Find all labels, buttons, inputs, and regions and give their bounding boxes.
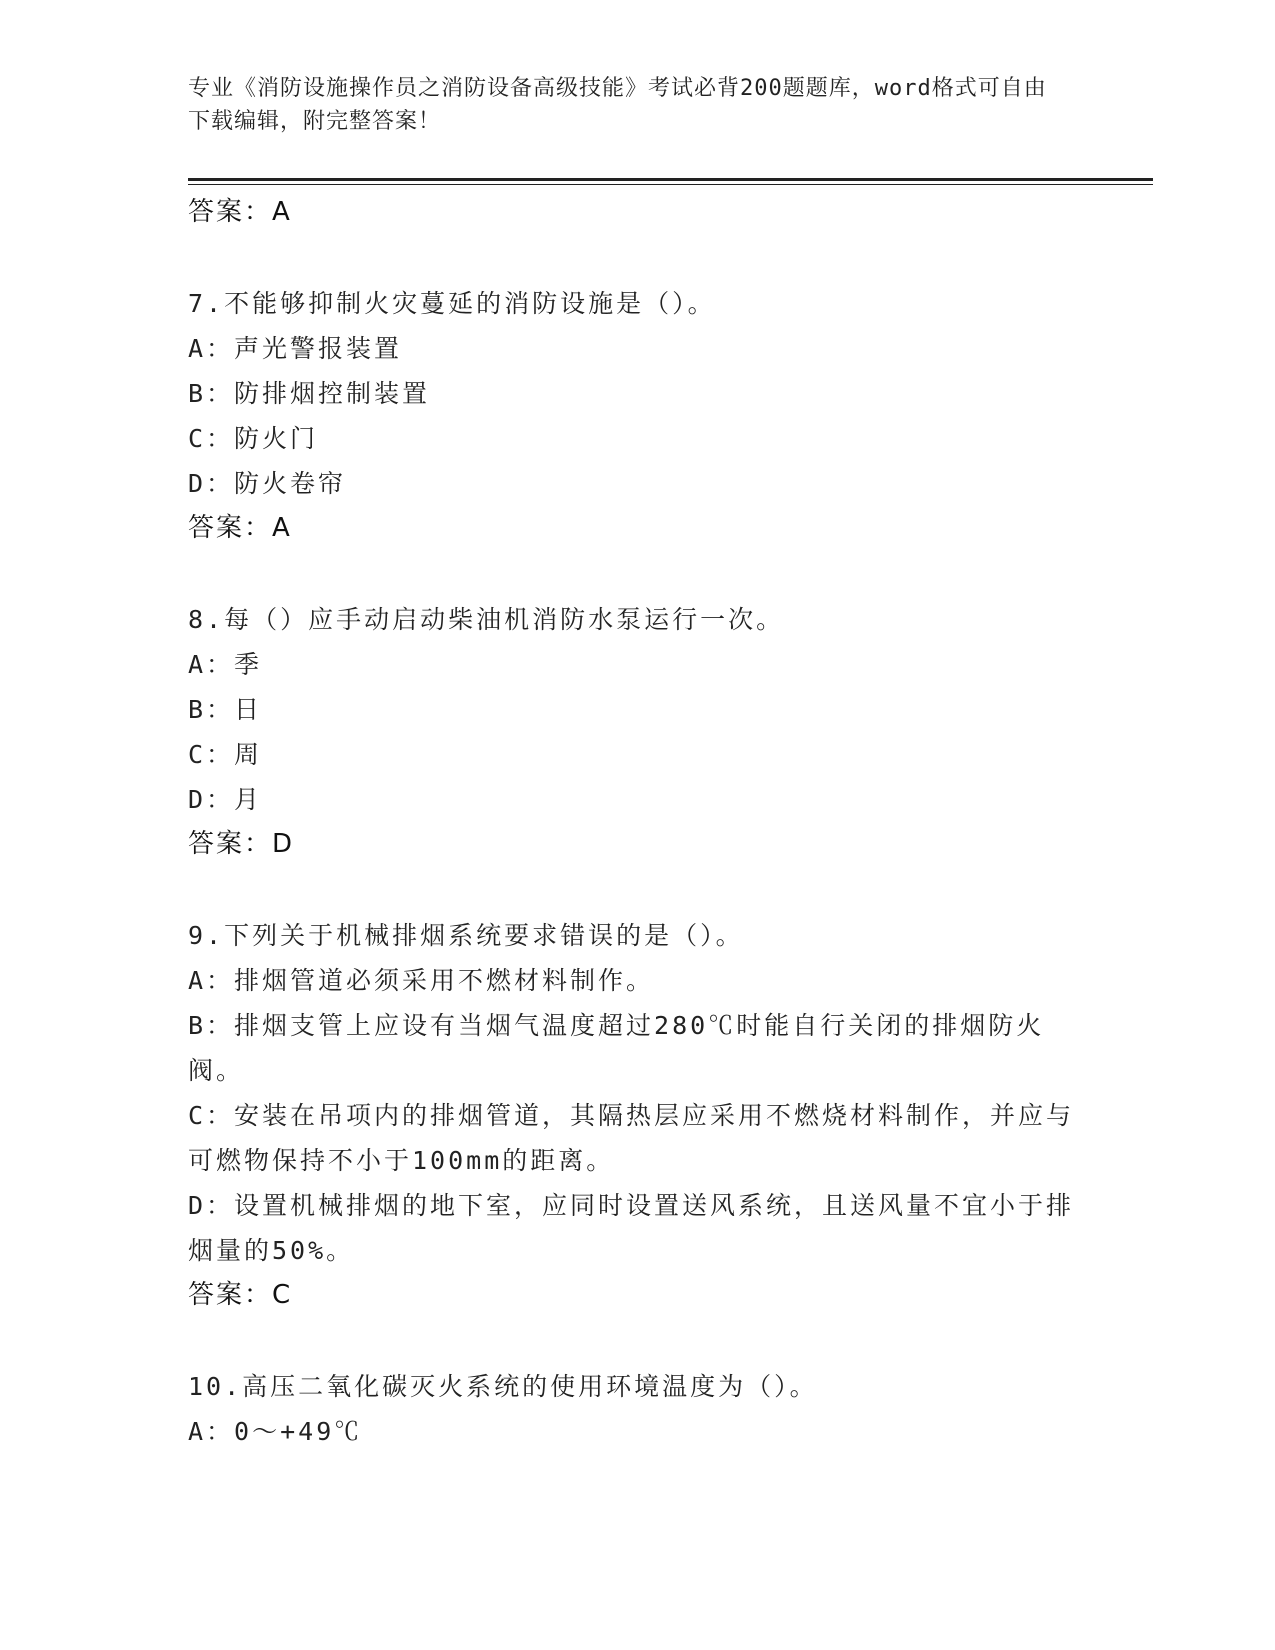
option-c: C：周 xyxy=(188,740,263,769)
question-item xyxy=(188,913,1088,1318)
answer-line: 答案：D xyxy=(188,829,295,859)
question-stem: 7.不能够抑制火灾蔓延的消防设施是（）。 xyxy=(188,289,716,318)
question-stem: 10.高压二氧化碳灭火系统的使用环境温度为（）。 xyxy=(188,1372,818,1401)
question-stem: 8.每（）应手动启动柴油机消防水泵运行一次。 xyxy=(188,605,785,634)
spacer xyxy=(188,235,1088,281)
option-c: C：防火门 xyxy=(188,424,319,453)
answer-line: 答案：A xyxy=(188,197,292,227)
question-item xyxy=(188,281,1088,551)
option-c: C：安装在吊项内的排烟管道，其隔热层应采用不燃烧材料制作，并应与可燃物保持不小于100mm的距离。 xyxy=(188,1101,1075,1175)
header-divider-thick xyxy=(188,178,1153,181)
option-b: B：排烟支管上应设有当烟气温度超过280℃时能自行关闭的排烟防火阀。 xyxy=(188,1011,1045,1085)
option-d: D：设置机械排烟的地下室，应同时设置送风系统，且送风量不宜小于排烟量的50%。 xyxy=(188,1191,1075,1265)
question-stem: 9.下列关于机械排烟系统要求错误的是（）。 xyxy=(188,921,744,950)
option-d: D：防火卷帘 xyxy=(188,469,347,498)
option-a: A：0～+49℃ xyxy=(188,1417,363,1446)
document-header: 专业《消防设施操作员之消防设备高级技能》考试必背200题题库，word格式可自由下载编辑，附完整答案！ xyxy=(188,76,1047,134)
spacer xyxy=(188,867,1088,913)
question-item xyxy=(188,597,1088,867)
question-item xyxy=(188,1364,1088,1454)
option-a: A：声光警报装置 xyxy=(188,334,403,363)
header-divider-thin xyxy=(188,184,1153,185)
answer-line: 答案：A xyxy=(188,513,292,543)
question-list xyxy=(188,190,1088,1454)
option-a: A：季 xyxy=(188,650,263,679)
option-a: A：排烟管道必须采用不燃材料制作。 xyxy=(188,966,655,995)
answer-line: 答案：C xyxy=(188,1280,293,1310)
spacer xyxy=(188,1318,1088,1364)
option-d: D：月 xyxy=(188,785,263,814)
option-b: B：日 xyxy=(188,695,263,724)
option-b: B：防排烟控制装置 xyxy=(188,379,431,408)
spacer xyxy=(188,551,1088,597)
